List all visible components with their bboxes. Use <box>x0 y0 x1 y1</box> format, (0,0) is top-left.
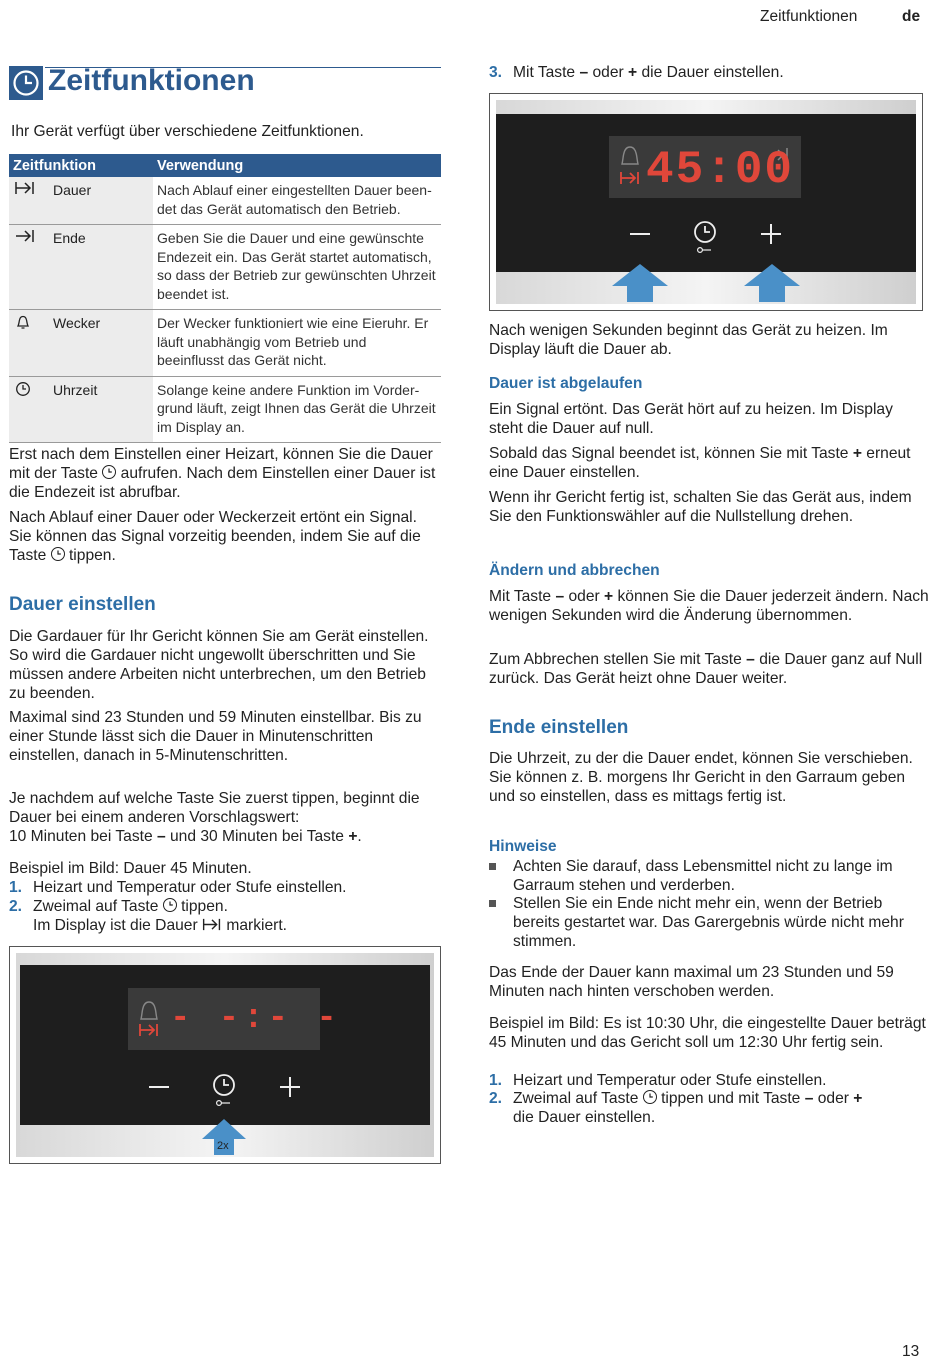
table-header-usage: Verwendung <box>153 154 441 177</box>
text: Erst nach dem Einstellen einer Heizart, können Sie die Dauer mit der Taste <box>9 446 433 482</box>
paragraph-signal-ertoent: Ein Signal ertönt. Das Gerät hört auf zu heizen. Im Display steht die Dauer auf null. <box>489 401 893 437</box>
page-number: 13 <box>902 1343 920 1360</box>
bullet-icon <box>489 900 496 907</box>
bullet-text: Achten Sie darauf, dass Lebensmittel nicht zu lange im Garraum stehen und verderben. <box>513 858 893 894</box>
text: die Dauer ganz auf Null zurück. Das Gerät heizt ohne Dauer weiter. <box>489 651 923 687</box>
text: tippen. <box>68 547 116 564</box>
clock-icon <box>163 898 177 912</box>
paragraph-signal <box>9 508 439 565</box>
plus-symbol: + <box>604 588 614 605</box>
duration-icon <box>15 182 35 198</box>
table-row <box>9 376 441 443</box>
end-icon <box>15 230 35 246</box>
intro-text: Ihr Gerät verfügt über verschiedene Zeitfunktionen. <box>11 123 364 140</box>
text: und 30 Minuten bei Taste <box>170 828 344 845</box>
step-text: Heizart und Temperatur oder Stufe einstellen. <box>513 1072 827 1089</box>
step-text: oder <box>817 1090 849 1107</box>
text: aufrufen. Nach dem Einstellen einer Dauer ist die Endezeit ist abrufbar. <box>9 465 436 501</box>
function-usage: Der Wecker funktioniert wie eine Eieruhr. Er läuft unabhängig vom Betrieb und beeinflusst das Gerät nicht. <box>153 310 441 377</box>
step-1-left: 1. Heizart und Temperatur oder Stufe einstellen. <box>9 879 347 896</box>
clock-icon <box>102 465 116 479</box>
step-text: oder <box>592 64 624 81</box>
function-name: Uhrzeit <box>49 376 153 443</box>
paragraph-abbrechen <box>489 650 929 688</box>
running-header-language: de <box>902 8 921 25</box>
step-text: tippen und mit Taste <box>661 1090 801 1107</box>
paragraph-heizart <box>9 445 439 502</box>
control-panel-illustration-1 <box>9 946 441 1164</box>
page-title: Zeitfunktionen <box>48 64 255 97</box>
step-text: die Dauer einstellen. <box>513 1109 656 1126</box>
step-text: Zweimal auf Taste <box>33 898 159 915</box>
text: 10 Minuten bei Taste <box>9 828 153 845</box>
text: oder <box>568 588 600 605</box>
list-item <box>489 857 929 895</box>
text: Nach Ablauf einer Dauer oder Weckerzeit ertönt ein Signal. Sie können das Signal vorzeitig beenden, indem Sie auf die Taste <box>9 509 421 564</box>
bell-icon <box>15 317 31 333</box>
text: Sobald das Signal beendet ist, können Sie mit Taste <box>489 445 849 462</box>
display-readout-1: - -:- - <box>170 1000 341 1038</box>
function-name: Dauer <box>49 177 153 225</box>
minus-symbol: – <box>579 64 589 81</box>
step-2-right: 2. Zweimal auf Taste tippen und mit Taste – oder + die Dauer einstellen. <box>489 1090 863 1126</box>
press-count-badge: 2x <box>217 1140 229 1152</box>
step-text: Heizart und Temperatur oder Stufe einstellen. <box>33 879 347 896</box>
function-usage: Geben Sie die Dauer und eine gewünschte Endezeit ein. Das Gerät startet automatisch, so dass der Betrieb zur gewünschten Uhrzeit beendet ist. <box>153 225 441 310</box>
step-text: tippen. <box>181 898 228 915</box>
function-name: Wecker <box>49 310 153 377</box>
heading-dauer-einstellen: Dauer einstellen <box>9 594 156 615</box>
paragraph-heizen: Nach wenigen Sekunden beginnt das Gerät zu heizen. Im Display läuft die Dauer ab. <box>489 322 888 358</box>
paragraph-aendern <box>489 587 929 625</box>
plus-symbol: + <box>348 828 358 845</box>
minus-symbol: – <box>555 588 565 605</box>
list-item <box>489 894 929 951</box>
clock-icon <box>51 547 65 561</box>
clock-icon <box>643 1090 657 1104</box>
minus-symbol: – <box>804 1090 814 1107</box>
step-2-left: 2. Zweimal auf Taste tippen. Im Display ist die Dauer markiert. <box>9 898 287 934</box>
text: können Sie die Dauer jederzeit ändern. Nach wenigen Sekunden wird die Änderung übernommen. <box>489 588 929 624</box>
function-usage: Nach Ablauf einer eingestellten Dauer been-det das Gerät automatisch den Betrieb. <box>153 177 441 225</box>
step-text: Mit Taste <box>513 64 576 81</box>
table-header-function: Zeitfunktion <box>9 154 153 177</box>
display-readout-2: 45:00 <box>646 144 795 196</box>
control-panel-illustration-2 <box>489 93 923 311</box>
heading-ende-einstellen: Ende einstellen <box>489 717 629 738</box>
step-text: markiert. <box>226 917 287 934</box>
plus-symbol: + <box>852 445 862 462</box>
paragraph-ende-maximal: Das Ende der Dauer kann maximal um 23 Stunden und 59 Minuten nach hinten verschoben werden. <box>489 964 894 1000</box>
step-text: Zweimal auf Taste <box>513 1090 639 1107</box>
text: Je nachdem auf welche Taste Sie zuerst tippen, beginnt die Dauer bei einem anderen Vorschlagswert: <box>9 790 420 826</box>
bullet-icon <box>489 863 496 870</box>
bullet-text: Stellen Sie ein Ende nicht mehr ein, wenn der Betrieb bereits gestartet war. Das Garergebnis würde nicht mehr stimmen. <box>513 895 904 950</box>
paragraph-uhrzeit-verschieben: Die Uhrzeit, zu der die Dauer endet, können Sie verschieben. Sie können z. B. morgens Ihr Gericht in den Garraum geben und so einstellen, dass es mittags fertig ist. <box>489 750 913 805</box>
step-1-right: 1. Heizart und Temperatur oder Stufe einstellen. <box>489 1072 827 1089</box>
step-3-right: 3. Mit Taste – oder + die Dauer einstellen. <box>489 64 784 81</box>
text: Zum Abbrechen stellen Sie mit Taste <box>489 651 742 668</box>
plus-symbol: + <box>628 64 638 81</box>
duration-icon <box>202 917 222 934</box>
table-row <box>9 177 441 225</box>
running-header-section: Zeitfunktionen <box>760 8 858 25</box>
heading-dauer-abgelaufen: Dauer ist abgelaufen <box>489 375 643 392</box>
minus-symbol: – <box>746 651 755 668</box>
clock-icon <box>9 66 43 100</box>
time-function-table <box>9 154 441 443</box>
text: erneut eine Dauer einstellen. <box>489 445 911 481</box>
paragraph-ausschalten: Wenn ihr Gericht fertig ist, schalten Sie das Gerät aus, indem Sie den Funktionswähler auf die Nullstellung drehen. <box>489 489 912 525</box>
paragraph-erneut <box>489 444 929 482</box>
heading-aendern-abbrechen: Ändern und abbrechen <box>489 562 660 579</box>
function-name: Ende <box>49 225 153 310</box>
paragraph-vorschlagswert: Je nachdem auf welche Taste Sie zuerst tippen, beginnt die Dauer bei einem anderen Vorschlagswert: 10 Minuten bei Taste – und 30 Minuten bei Taste +. <box>9 790 420 845</box>
paragraph-beispiel-ende: Beispiel im Bild: Es ist 10:30 Uhr, die eingestellte Dauer beträgt 45 Minuten und das Gericht soll um 12:30 Uhr fertig sein. <box>489 1015 926 1051</box>
paragraph-beispiel: Beispiel im Bild: Dauer 45 Minuten. <box>9 860 252 877</box>
function-usage: Solange keine andere Funktion im Vorder-grund läuft, zeigt Ihnen das Gerät die Uhrzeit im Display an. <box>153 376 441 443</box>
clock-icon <box>15 384 31 400</box>
text: Mit Taste <box>489 588 552 605</box>
step-text: Im Display ist die Dauer <box>33 917 198 934</box>
paragraph-maximal: Maximal sind 23 Stunden und 59 Minuten einstellbar. Bis zu einer Stunde lässt sich die Dauer in Minutenschritten einstellen, danach in 5-Minutenschritten. <box>9 709 422 764</box>
table-row <box>9 310 441 377</box>
plus-symbol: + <box>853 1090 863 1107</box>
step-text: die Dauer einstellen. <box>641 64 784 81</box>
table-row <box>9 225 441 310</box>
paragraph-gardauer: Die Gardauer für Ihr Gericht können Sie am Gerät einstellen. So wird die Gardauer nicht ungewollt überschritten und Sie müssen andere Arbeiten nicht unterbrechen, um den Betrieb zu beenden. <box>9 628 429 702</box>
heading-hinweise: Hinweise <box>489 838 557 855</box>
minus-symbol: – <box>156 828 166 845</box>
